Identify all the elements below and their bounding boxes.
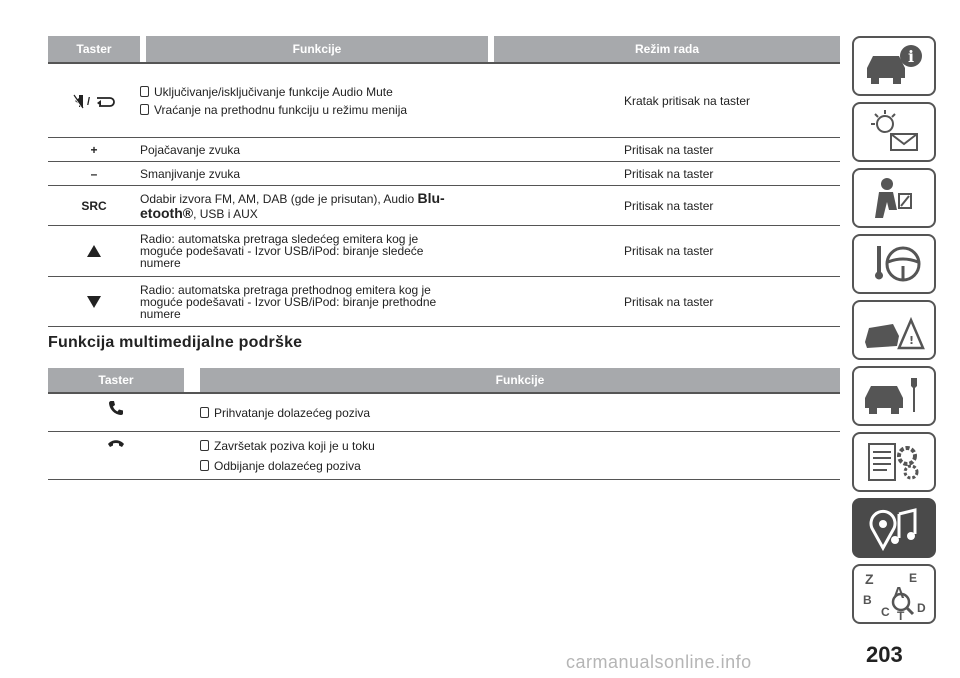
table-row xyxy=(48,432,840,480)
checkbox-bullet-icon xyxy=(200,440,209,451)
function-cell: Radio: automatska pretraga sledećeg emitera kog je moguće podešavati - Izvor USB/iPod: biranje sledeće numere xyxy=(140,232,424,270)
emergency-icon xyxy=(859,306,929,354)
hang-up-icon xyxy=(107,438,125,450)
header-funkcije: Funkcije xyxy=(146,36,488,62)
header-rezim: Režim rada xyxy=(494,36,840,62)
header-taster: Taster xyxy=(48,368,184,392)
function-cell: Odabir izvora FM, AM, DAB (gde je prisutan), Audio Blu-etooth®, USB i AUX xyxy=(140,190,445,221)
index-icon xyxy=(859,568,929,620)
table-row xyxy=(48,226,840,277)
watermark: carmanualsonline.info xyxy=(566,652,752,672)
index-letter: T xyxy=(897,609,905,620)
tab-emergency[interactable] xyxy=(852,300,936,360)
function-cell: Pojačavanje zvuka xyxy=(140,142,241,157)
mode-cell: Kratak pritisak na taster xyxy=(624,93,751,108)
end-call-key xyxy=(48,432,184,479)
index-letter: Z xyxy=(865,571,874,587)
answer-call-key xyxy=(48,394,184,431)
src-key: SRC xyxy=(81,198,107,213)
header-taster: Taster xyxy=(48,36,140,62)
mute-icon xyxy=(72,93,116,109)
svg-text:!: ! xyxy=(909,334,915,347)
svg-text:/: / xyxy=(87,95,91,108)
volume-down-key: – xyxy=(90,166,98,181)
seek-up-key xyxy=(48,226,140,276)
tab-steering[interactable] xyxy=(852,234,936,294)
table-row xyxy=(48,277,840,327)
index-letter: B xyxy=(863,593,872,607)
list-item: Prihvatanje dolazećeg poziva xyxy=(200,406,840,420)
checkbox-bullet-icon xyxy=(140,86,149,97)
checkbox-bullet-icon xyxy=(200,460,209,471)
arrow-up-icon xyxy=(87,245,101,257)
tab-multimedia[interactable] xyxy=(852,498,936,558)
section-title: Funkcija multimedijalne podrške xyxy=(48,334,303,351)
index-letter: E xyxy=(909,571,918,585)
tab-technical-data[interactable] xyxy=(852,432,936,492)
mode-cell: Pritisak na taster xyxy=(624,142,714,157)
page-number: 203 xyxy=(866,642,903,667)
dashboard-info-icon xyxy=(859,42,929,90)
svg-text:i: i xyxy=(908,47,915,66)
checkbox-bullet-icon xyxy=(140,104,149,115)
table-row xyxy=(48,162,840,186)
maintenance-icon xyxy=(859,372,929,420)
phone-table-header xyxy=(48,368,840,392)
technical-data-icon xyxy=(859,438,929,486)
mode-cell: Pritisak na taster xyxy=(624,198,714,213)
multimedia-icon xyxy=(859,504,929,552)
list-item: Odbijanje dolazećeg poziva xyxy=(200,459,840,473)
mode-cell: Pritisak na taster xyxy=(624,166,714,181)
index-letter: D xyxy=(917,601,926,615)
controls-table-header xyxy=(48,36,840,62)
table-row xyxy=(48,138,840,162)
table-row xyxy=(48,394,840,432)
mode-cell: Pritisak na taster xyxy=(624,294,714,309)
list-item: Završetak poziva koji je u toku xyxy=(200,439,840,453)
index-letter: A xyxy=(893,585,905,602)
controls-table xyxy=(48,36,840,327)
mode-cell: Pritisak na taster xyxy=(624,244,714,258)
steering-icon xyxy=(859,240,929,288)
warning-lights-icon xyxy=(859,108,929,156)
list-item: Uključivanje/isključivanje funkcije Audio Mute xyxy=(140,86,488,98)
phone-controls-table xyxy=(48,368,840,480)
tab-maintenance[interactable] xyxy=(852,366,936,426)
table-row xyxy=(48,64,840,138)
function-cell: Smanjivanje zvuka xyxy=(140,166,241,181)
table-row xyxy=(48,186,840,226)
index-letter: C xyxy=(881,605,890,619)
header-funkcije: Funkcije xyxy=(200,368,840,392)
volume-up-key: + xyxy=(90,142,98,157)
seek-down-key xyxy=(48,277,140,326)
tab-dashboard-info[interactable] xyxy=(852,36,936,96)
tab-index[interactable] xyxy=(852,564,936,624)
list-item: Vraćanje na prethodnu funkciju u režimu menija xyxy=(140,104,488,116)
safety-icon xyxy=(859,174,929,222)
tab-safety[interactable] xyxy=(852,168,936,228)
function-cell: Radio: automatska pretraga prethodnog emitera kog je moguće podešavati - Izvor USB/iPod: biranje prethodne numere xyxy=(140,282,437,321)
tab-warning-lights[interactable] xyxy=(852,102,936,162)
phone-icon xyxy=(108,400,124,416)
arrow-down-icon xyxy=(87,296,101,308)
mute-back-key xyxy=(48,64,140,137)
checkbox-bullet-icon xyxy=(200,407,209,418)
